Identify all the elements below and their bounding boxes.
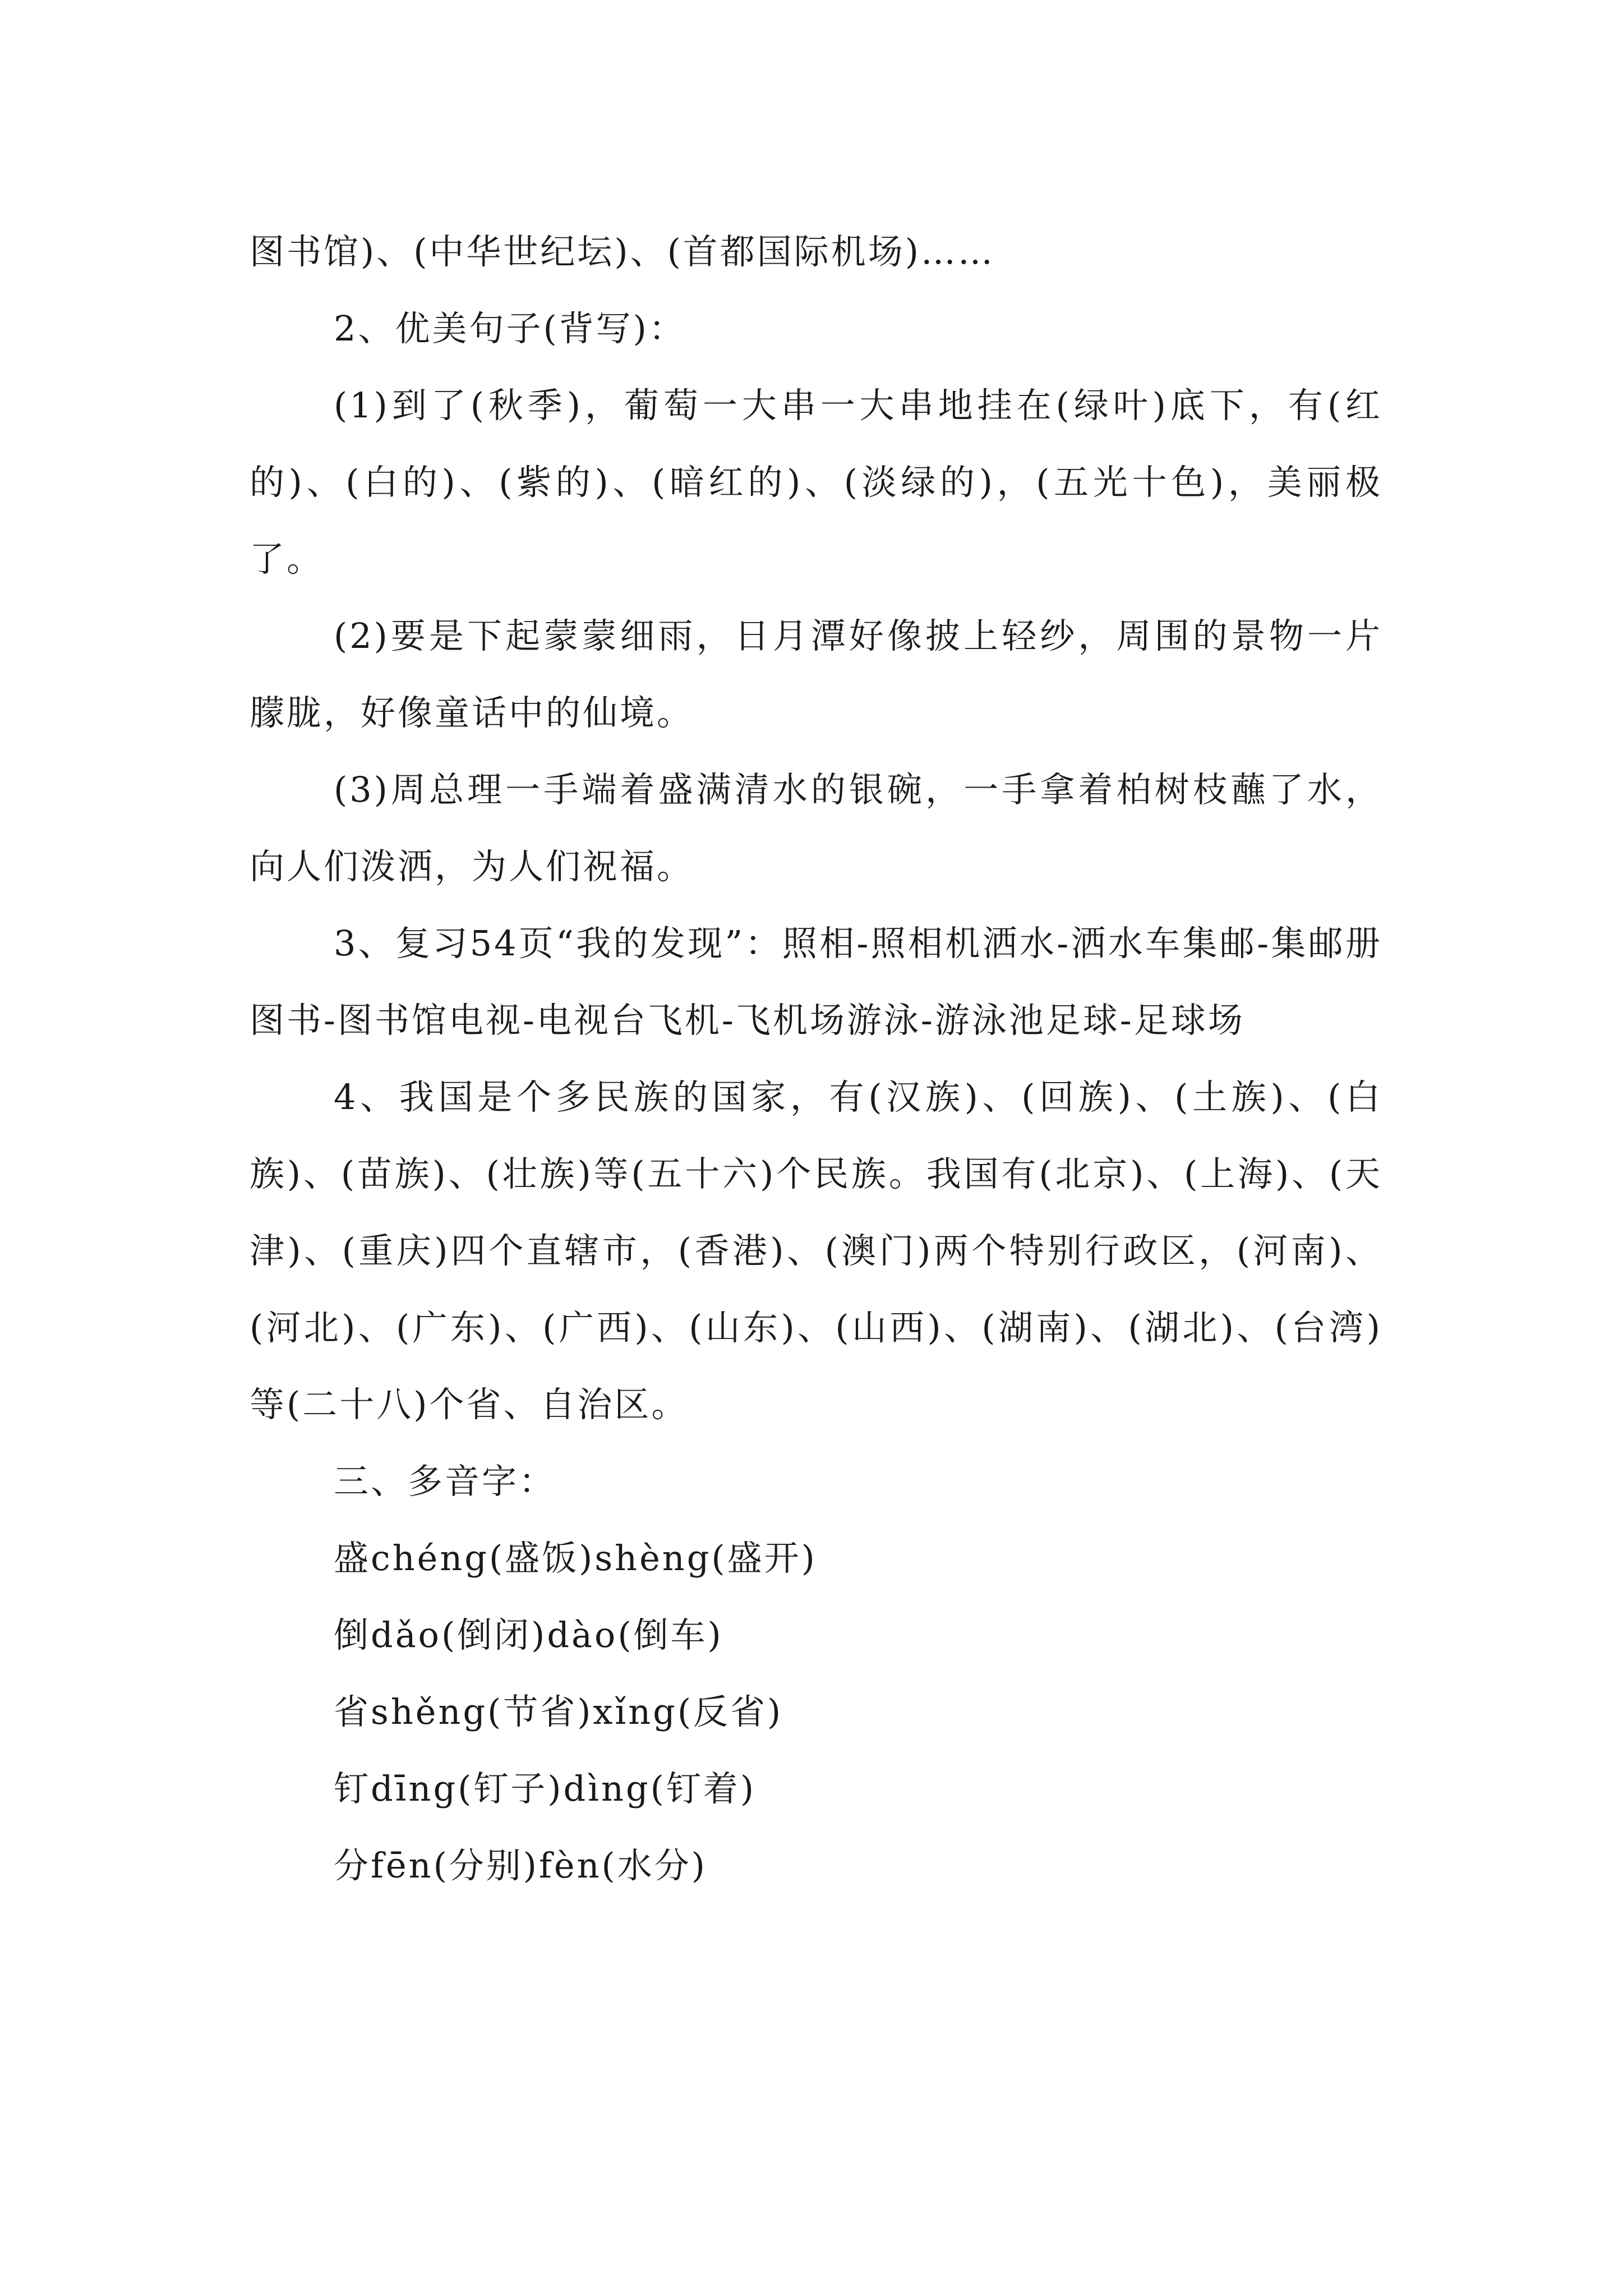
sentence-1-paragraph: (1)到了(秋季)，葡萄一大串一大串地挂在(绿叶)底下，有(红的)、(白的)、(紫的)、(暗红的)、(淡绿的)，(五光十色)，美丽极了。 (250, 385, 1382, 579)
polyphone-item-sheng: 盛chéng(盛饭)shèng(盛开) (334, 1538, 817, 1579)
section-3-paragraph: 3、复习54页“我的发现”：照相-照相机洒水-洒水车集邮-集邮册图书-图书馆电视-电视台飞机-飞机场游泳-游泳池足球-足球场 (250, 923, 1382, 1041)
continuation-paragraph: 图书馆)、(中华世纪坛)、(首都国际机场)…… (250, 231, 995, 272)
section-2-heading: 2、优美句子(背写)： (334, 308, 686, 349)
polyphone-heading: 三、多音字： (334, 1461, 556, 1502)
sentence-3-paragraph: (3)周总理一手端着盛满清水的银碗，一手拿着柏树枝蘸了水，向人们泼洒，为人们祝福。 (250, 769, 1382, 887)
polyphone-item-fen: 分fēn(分别)fèn(水分) (334, 1845, 707, 1886)
polyphone-item-dao: 倒dǎo(倒闭)dào(倒车) (334, 1614, 723, 1655)
section-4-paragraph: 4、我国是个多民族的国家，有(汉族)、(回族)、(土族)、(白族)、(苗族)、(壮族)等(五十六)个民族。我国有(北京)、(上海)、(天津)、(重庆)四个直辖市，(香港)、(澳门)两个特别行政区，(河南)、(河北)、(广东)、(广西)、(山东)、(山西)、(湖南)、(湖北)、(台湾)等(二十八)个省、自治区。 (250, 1076, 1382, 1425)
document-body (250, 213, 1382, 1904)
sentence-2-paragraph: (2)要是下起蒙蒙细雨，日月潭好像披上轻纱，周围的景物一片朦胧，好像童话中的仙境。 (250, 615, 1382, 733)
polyphone-item-ding: 钉dīng(钉子)dìng(钉着) (334, 1768, 757, 1809)
polyphone-item-sheng-xing: 省shěng(节省)xǐng(反省) (334, 1691, 783, 1732)
